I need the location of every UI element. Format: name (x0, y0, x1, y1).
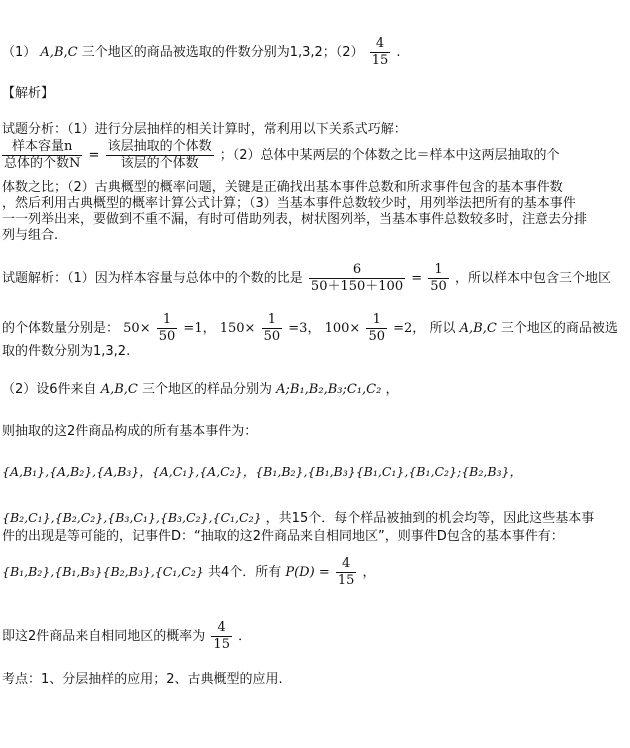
conclusion-fraction (211, 620, 232, 653)
ratio-6-num: 6 (309, 262, 405, 279)
analysis-line-2-tail: ；（2）总体中某两层的个体数之比＝样本中这两层抽取的个 (219, 148, 560, 163)
solution-line-3: 取的件数分别为1,3,2. (2, 344, 131, 359)
solution-2-tail-1: 所以 (429, 321, 456, 336)
probability-label: P(D) (285, 565, 315, 580)
ratio-fraction-2 (106, 139, 214, 172)
solution-2-head: 的个体数量分别是： (2, 321, 120, 336)
solution-1-tail: ，所以样本中包含三个地区 (454, 271, 611, 286)
calc-b-den: 50 (263, 329, 281, 344)
calc-c-lhs: 100× (324, 321, 361, 336)
events-list-2 (2, 510, 594, 526)
answer-text: 三个地区的商品被选取的件数分别为1,3,2；（2） (81, 45, 364, 60)
part2-line-2: 则抽取的这2件商品构成的所有基本事件为： (2, 424, 258, 439)
probability-num: 4 (336, 556, 357, 573)
ratio-6-den: 50＋150＋100 (310, 279, 404, 294)
part2-end: ， (385, 382, 399, 397)
calc-a-result: =1， (183, 321, 216, 336)
calc-b-lhs: 150× (219, 321, 256, 336)
conclusion-end: ． (238, 629, 252, 644)
ratio-2-num: 该层抽取的个体数 (107, 139, 212, 154)
ratio-6-fraction (309, 262, 405, 295)
solution-1-head: 试题解析：（1）因为样本容量与总体中的个数的比是 (2, 271, 303, 286)
answer-line (2, 36, 401, 69)
solution-2-regions: A,B,C (459, 321, 497, 336)
answer-fraction (370, 36, 391, 69)
ratio-fraction-1 (2, 139, 82, 172)
analysis-line-5: 一一列举出来，要做到不重不漏，有时可借助列表，树状图列举，当基本事件总数较多时，注意去分排 (2, 212, 588, 227)
calc-a-lhs: 50× (123, 321, 151, 336)
calc-a-num: 1 (157, 312, 178, 329)
ratio-2-den: 该层的个体数 (120, 156, 199, 171)
part2-regions: A,B,C (100, 382, 138, 397)
probability-den: 15 (337, 573, 355, 588)
conclusion-line (2, 620, 251, 653)
events-2-set: {B₂,C₁},{B₂,C₂},{B₃,C₁},{B₃,C₂},{C₁,C₂} (2, 510, 262, 525)
ratio-1-50-den: 50 (430, 279, 447, 294)
ratio-1-den: 总体的个数N (4, 156, 81, 171)
solution-1-eq: = (411, 271, 423, 286)
calc-b-result: =3， (288, 321, 321, 336)
calc-a-fraction (157, 312, 178, 345)
events-3-set: {B₁,B₂},{B₁,B₃}{B₂,B₃},{C₁,C₂} (2, 564, 204, 579)
analysis-line-2 (0, 139, 560, 172)
answer-frac-den: 15 (371, 53, 389, 68)
probability-end: ， (362, 565, 376, 580)
events-list-3 (2, 556, 376, 589)
conclusion-num: 4 (211, 620, 232, 637)
calc-c-result: =2， (393, 321, 426, 336)
analysis-line-1: 试题分析：（1）进行分层抽样的相关计算时，常利用以下关系式巧解： (2, 122, 407, 137)
analysis-line-3: 体数之比；（2）古典概型的概率问题，关键是正确找出基本事件总数和所求事件包含的基本事件数 (2, 180, 563, 195)
ratio-1-50-num: 1 (428, 262, 449, 279)
calc-a-den: 50 (158, 329, 176, 344)
ratio-1-50-fraction (428, 262, 449, 295)
part2-line-3: 件的出现是等可能的，记事件D：“抽取的这2件商品来自相同地区”，则事件D包含的基本事件有： (2, 529, 564, 544)
ratio-eq: = (88, 148, 100, 163)
part2-mid: 三个地区的样品分别为 (141, 382, 272, 397)
analysis-line-4: ，然后利用古典概型的概率计算公式计算；（3）当基本事件总数较少时，用列举法把所有的基本事件 (2, 196, 576, 211)
probability-fraction (336, 556, 357, 589)
calc-b-num: 1 (262, 312, 283, 329)
answer-frac-num: 4 (370, 36, 391, 53)
calc-b-fraction (262, 312, 283, 345)
calc-c-den: 50 (368, 329, 385, 344)
kaodian-line: 考点：1、分层抽样的应用；2、古典概型的应用. (2, 672, 283, 687)
answer-end: . (396, 45, 401, 60)
ratio-1-num: 样本容量n (2, 139, 82, 156)
calc-c-fraction (366, 312, 387, 345)
events-2-tail: ，共15个．每个样品被抽到的机会均等，因此这些基本事 (265, 511, 595, 526)
jiexi-heading: 【解析】 (2, 86, 55, 101)
conclusion-head: 即这2件商品来自相同地区的概率为 (2, 629, 206, 644)
events-list-1: {A,B₁},{A,B₂},{A,B₃}，{A,C₁},{A,C₂}，{B₁,B₂},{B₁,B₃}{B₁,C₁},{B₁,C₂};{B₂,B₃}， (2, 464, 522, 479)
answer-regions: A,B,C (40, 45, 78, 60)
conclusion-den: 15 (213, 637, 230, 652)
part2-samples: A;B₁,B₂,B₃;C₁,C₂ (276, 382, 382, 397)
events-3-mid: 共4个．所有 (207, 565, 282, 580)
solution-line-1 (2, 262, 611, 295)
solution-2-tail-2: 三个地区的商品被选 (500, 321, 618, 336)
solution-line-2 (2, 312, 618, 345)
answer-label: （1） (2, 45, 37, 60)
analysis-line-6: 列与组合. (2, 228, 59, 243)
part2-head: （2）设6件来自 (2, 382, 97, 397)
probability-eq: = (318, 565, 334, 580)
part2-line-1 (2, 382, 398, 397)
calc-c-num: 1 (366, 312, 387, 329)
